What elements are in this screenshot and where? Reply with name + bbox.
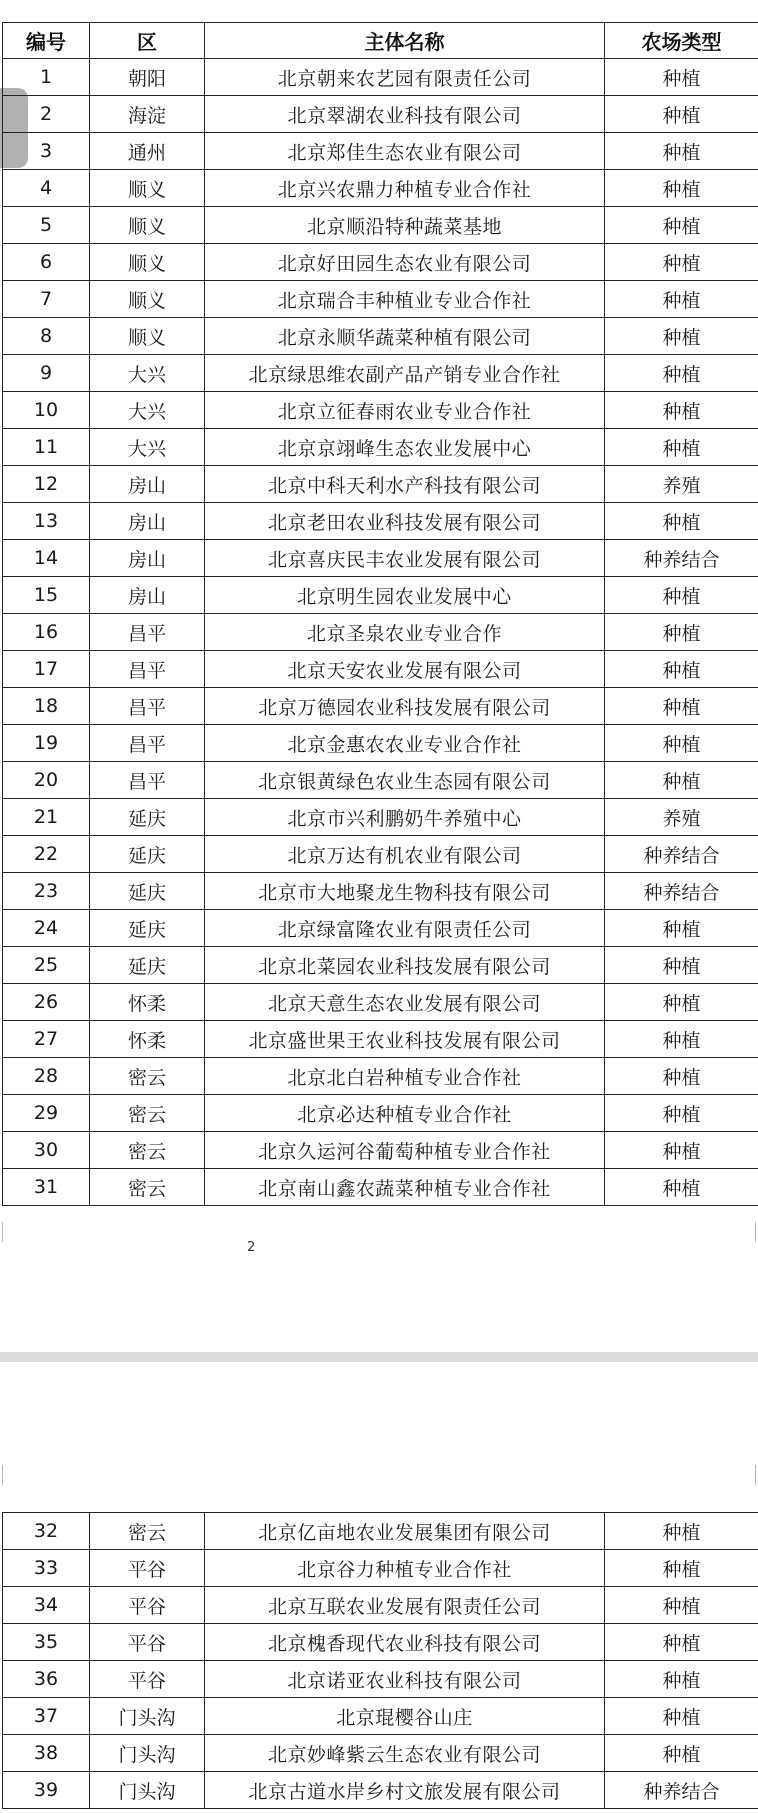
- table-row: [3, 207, 758, 244]
- farm-roster-table-page-2: [2, 1512, 758, 1809]
- page-corner-mark-left: [2, 1222, 3, 1242]
- table-row: [3, 503, 758, 540]
- row-district-cell: 平谷: [90, 1624, 205, 1661]
- row-farm-type-cell: 种植: [605, 984, 758, 1021]
- table-row: [3, 910, 758, 947]
- table-row: [3, 1513, 758, 1550]
- row-district-cell: 昌平: [90, 651, 205, 688]
- row-number-cell: 39: [3, 1772, 90, 1809]
- row-number-cell: 1: [3, 59, 90, 96]
- row-district-cell: 门头沟: [90, 1698, 205, 1735]
- row-farm-type-cell: 种植: [605, 1550, 758, 1587]
- row-number-cell: 31: [3, 1169, 90, 1206]
- row-district-cell: 昌平: [90, 762, 205, 799]
- table-row: [3, 1132, 758, 1169]
- table-row: [3, 318, 758, 355]
- table-row: [3, 1772, 758, 1809]
- row-district-cell: 大兴: [90, 355, 205, 392]
- document-page-2: [0, 1365, 758, 1813]
- row-district-cell: 昌平: [90, 688, 205, 725]
- row-entity-name-cell: 北京兴农鼎力种植专业合作社: [205, 170, 605, 207]
- row-number-cell: 28: [3, 1058, 90, 1095]
- row-entity-name-cell: 北京中科天利水产科技有限公司: [205, 466, 605, 503]
- table-row: [3, 355, 758, 392]
- row-number-cell: 24: [3, 910, 90, 947]
- table-row: [3, 133, 758, 170]
- row-farm-type-cell: 种植: [605, 392, 758, 429]
- table-row: [3, 688, 758, 725]
- row-farm-type-cell: 种植: [605, 688, 758, 725]
- row-entity-name-cell: 北京翠湖农业科技有限公司: [205, 96, 605, 133]
- row-farm-type-cell: 种养结合: [605, 1772, 758, 1809]
- row-entity-name-cell: 北京妙峰紫云生态农业有限公司: [205, 1735, 605, 1772]
- table-row: [3, 281, 758, 318]
- row-district-cell: 延庆: [90, 947, 205, 984]
- row-district-cell: 昌平: [90, 725, 205, 762]
- row-entity-name-cell: 北京好田园生态农业有限公司: [205, 244, 605, 281]
- row-farm-type-cell: 种植: [605, 170, 758, 207]
- row-number-cell: 27: [3, 1021, 90, 1058]
- row-district-cell: 门头沟: [90, 1735, 205, 1772]
- row-farm-type-cell: 种植: [605, 614, 758, 651]
- row-farm-type-cell: 种植: [605, 207, 758, 244]
- row-district-cell: 顺义: [90, 244, 205, 281]
- table-body-page-2: [3, 1513, 758, 1809]
- row-number-cell: 11: [3, 429, 90, 466]
- table-row: [3, 873, 758, 910]
- table-row: [3, 1021, 758, 1058]
- row-number-cell: 18: [3, 688, 90, 725]
- row-entity-name-cell: 北京古道水岸乡村文旅发展有限公司: [205, 1772, 605, 1809]
- table-row: [3, 836, 758, 873]
- row-number-cell: 32: [3, 1513, 90, 1550]
- row-entity-name-cell: 北京朝来农艺园有限责任公司: [205, 59, 605, 96]
- table-row: [3, 1169, 758, 1206]
- table-row: [3, 762, 758, 799]
- row-number-cell: 6: [3, 244, 90, 281]
- row-district-cell: 平谷: [90, 1550, 205, 1587]
- row-farm-type-cell: 种植: [605, 725, 758, 762]
- row-farm-type-cell: 种养结合: [605, 540, 758, 577]
- row-entity-name-cell: 北京万德园农业科技发展有限公司: [205, 688, 605, 725]
- row-district-cell: 密云: [90, 1058, 205, 1095]
- row-district-cell: 昌平: [90, 614, 205, 651]
- table-row: [3, 984, 758, 1021]
- row-entity-name-cell: 北京诺亚农业科技有限公司: [205, 1661, 605, 1698]
- row-entity-name-cell: 北京喜庆民丰农业发展有限公司: [205, 540, 605, 577]
- table-row: [3, 1624, 758, 1661]
- row-entity-name-cell: 北京北菜园农业科技发展有限公司: [205, 947, 605, 984]
- table-row: [3, 429, 758, 466]
- row-number-cell: 26: [3, 984, 90, 1021]
- table-row: [3, 651, 758, 688]
- page-corner-mark-left: [2, 1465, 3, 1485]
- table-row: [3, 244, 758, 281]
- row-number-cell: 13: [3, 503, 90, 540]
- row-number-cell: 5: [3, 207, 90, 244]
- row-farm-type-cell: 养殖: [605, 799, 758, 836]
- row-number-cell: 17: [3, 651, 90, 688]
- row-entity-name-cell: 北京明生园农业发展中心: [205, 577, 605, 614]
- row-district-cell: 平谷: [90, 1661, 205, 1698]
- row-number-cell: 2: [3, 96, 90, 133]
- row-farm-type-cell: 种植: [605, 1169, 758, 1206]
- row-district-cell: 顺义: [90, 281, 205, 318]
- row-entity-name-cell: 北京银黄绿色农业生态园有限公司: [205, 762, 605, 799]
- table-row: [3, 1661, 758, 1698]
- row-entity-name-cell: 北京北白岩种植专业合作社: [205, 1058, 605, 1095]
- row-entity-name-cell: 北京顺沿特种蔬菜基地: [205, 207, 605, 244]
- header-number: 编号: [3, 23, 90, 59]
- row-number-cell: 29: [3, 1095, 90, 1132]
- table-row: [3, 577, 758, 614]
- row-entity-name-cell: 北京万达有机农业有限公司: [205, 836, 605, 873]
- table-row: [3, 1735, 758, 1772]
- row-number-cell: 8: [3, 318, 90, 355]
- row-farm-type-cell: 种植: [605, 1095, 758, 1132]
- row-number-cell: 12: [3, 466, 90, 503]
- row-farm-type-cell: 种植: [605, 429, 758, 466]
- row-district-cell: 海淀: [90, 96, 205, 133]
- header-district: 区: [90, 23, 205, 59]
- row-district-cell: 延庆: [90, 799, 205, 836]
- row-farm-type-cell: 种植: [605, 1587, 758, 1624]
- row-entity-name-cell: 北京天意生态农业发展有限公司: [205, 984, 605, 1021]
- row-district-cell: 房山: [90, 540, 205, 577]
- row-entity-name-cell: 北京老田农业科技发展有限公司: [205, 503, 605, 540]
- row-number-cell: 14: [3, 540, 90, 577]
- row-farm-type-cell: 种植: [605, 1624, 758, 1661]
- row-number-cell: 23: [3, 873, 90, 910]
- farm-roster-table-page-1: [2, 22, 758, 1206]
- table-row: [3, 59, 758, 96]
- table-row: [3, 1058, 758, 1095]
- row-farm-type-cell: 种植: [605, 133, 758, 170]
- row-entity-name-cell: 北京久运河谷葡萄种植专业合作社: [205, 1132, 605, 1169]
- row-farm-type-cell: 种植: [605, 281, 758, 318]
- row-number-cell: 16: [3, 614, 90, 651]
- row-entity-name-cell: 北京盛世果王农业科技发展有限公司: [205, 1021, 605, 1058]
- row-entity-name-cell: 北京绿富隆农业有限责任公司: [205, 910, 605, 947]
- row-farm-type-cell: 种植: [605, 1661, 758, 1698]
- row-district-cell: 房山: [90, 466, 205, 503]
- row-district-cell: 大兴: [90, 429, 205, 466]
- row-number-cell: 33: [3, 1550, 90, 1587]
- row-entity-name-cell: 北京南山鑫农蔬菜种植专业合作社: [205, 1169, 605, 1206]
- row-number-cell: 35: [3, 1624, 90, 1661]
- row-number-cell: 15: [3, 577, 90, 614]
- page-corner-mark-right: [755, 1222, 756, 1242]
- row-number-cell: 25: [3, 947, 90, 984]
- row-number-cell: 37: [3, 1698, 90, 1735]
- row-district-cell: 大兴: [90, 392, 205, 429]
- row-district-cell: 密云: [90, 1169, 205, 1206]
- row-entity-name-cell: 北京必达种植专业合作社: [205, 1095, 605, 1132]
- table-row: [3, 170, 758, 207]
- row-farm-type-cell: 种植: [605, 947, 758, 984]
- header-farm-type: 农场类型: [605, 23, 758, 59]
- row-farm-type-cell: 种植: [605, 318, 758, 355]
- row-number-cell: 19: [3, 725, 90, 762]
- row-entity-name-cell: 北京郑佳生态农业有限公司: [205, 133, 605, 170]
- row-entity-name-cell: 北京圣泉农业专业合作: [205, 614, 605, 651]
- row-entity-name-cell: 北京槐香现代农业科技有限公司: [205, 1624, 605, 1661]
- row-number-cell: 38: [3, 1735, 90, 1772]
- row-district-cell: 延庆: [90, 910, 205, 947]
- page-separator: [0, 1352, 758, 1362]
- row-farm-type-cell: 种植: [605, 1021, 758, 1058]
- row-entity-name-cell: 北京天安农业发展有限公司: [205, 651, 605, 688]
- row-number-cell: 30: [3, 1132, 90, 1169]
- row-farm-type-cell: 种植: [605, 577, 758, 614]
- row-number-cell: 4: [3, 170, 90, 207]
- row-farm-type-cell: 种植: [605, 355, 758, 392]
- table-row: [3, 799, 758, 836]
- row-entity-name-cell: 北京琨樱谷山庄: [205, 1698, 605, 1735]
- table-row: [3, 1698, 758, 1735]
- row-farm-type-cell: 种植: [605, 503, 758, 540]
- row-farm-type-cell: 养殖: [605, 466, 758, 503]
- page-corner-mark-right: [755, 1465, 756, 1485]
- row-entity-name-cell: 北京金惠农农业专业合作社: [205, 725, 605, 762]
- table-row: [3, 540, 758, 577]
- row-farm-type-cell: 种植: [605, 244, 758, 281]
- row-number-cell: 3: [3, 133, 90, 170]
- row-farm-type-cell: 种植: [605, 651, 758, 688]
- row-district-cell: 延庆: [90, 873, 205, 910]
- table-row: [3, 392, 758, 429]
- row-entity-name-cell: 北京京翊峰生态农业发展中心: [205, 429, 605, 466]
- row-number-cell: 36: [3, 1661, 90, 1698]
- page-number: 2: [247, 1240, 256, 1255]
- row-number-cell: 10: [3, 392, 90, 429]
- table-row: [3, 466, 758, 503]
- row-district-cell: 密云: [90, 1132, 205, 1169]
- row-farm-type-cell: 种植: [605, 1513, 758, 1550]
- row-farm-type-cell: 种植: [605, 96, 758, 133]
- row-entity-name-cell: 北京绿思维农副产品产销专业合作社: [205, 355, 605, 392]
- row-district-cell: 密云: [90, 1095, 205, 1132]
- row-district-cell: 房山: [90, 577, 205, 614]
- table-row: [3, 1550, 758, 1587]
- header-entity-name: 主体名称: [205, 23, 605, 59]
- row-district-cell: 密云: [90, 1513, 205, 1550]
- table-row: [3, 947, 758, 984]
- row-farm-type-cell: 种植: [605, 1698, 758, 1735]
- row-farm-type-cell: 种植: [605, 59, 758, 96]
- row-district-cell: 平谷: [90, 1587, 205, 1624]
- row-farm-type-cell: 种养结合: [605, 836, 758, 873]
- row-number-cell: 22: [3, 836, 90, 873]
- row-entity-name-cell: 北京互联农业发展有限责任公司: [205, 1587, 605, 1624]
- row-number-cell: 34: [3, 1587, 90, 1624]
- table-row: [3, 96, 758, 133]
- row-district-cell: 怀柔: [90, 1021, 205, 1058]
- table-row: [3, 1095, 758, 1132]
- table-row: [3, 614, 758, 651]
- row-number-cell: 21: [3, 799, 90, 836]
- row-number-cell: 7: [3, 281, 90, 318]
- row-farm-type-cell: 种养结合: [605, 873, 758, 910]
- row-entity-name-cell: 北京谷力种植专业合作社: [205, 1550, 605, 1587]
- row-district-cell: 怀柔: [90, 984, 205, 1021]
- table-header-row: [3, 23, 758, 59]
- row-entity-name-cell: 北京立征春雨农业专业合作社: [205, 392, 605, 429]
- row-farm-type-cell: 种植: [605, 910, 758, 947]
- row-farm-type-cell: 种植: [605, 762, 758, 799]
- row-district-cell: 顺义: [90, 207, 205, 244]
- row-district-cell: 通州: [90, 133, 205, 170]
- table-row: [3, 1587, 758, 1624]
- row-district-cell: 朝阳: [90, 59, 205, 96]
- row-district-cell: 顺义: [90, 318, 205, 355]
- row-number-cell: 9: [3, 355, 90, 392]
- row-entity-name-cell: 北京市大地聚龙生物科技有限公司: [205, 873, 605, 910]
- row-entity-name-cell: 北京亿亩地农业发展集团有限公司: [205, 1513, 605, 1550]
- row-entity-name-cell: 北京市兴利鹏奶牛养殖中心: [205, 799, 605, 836]
- row-district-cell: 门头沟: [90, 1772, 205, 1809]
- row-entity-name-cell: 北京瑞合丰种植业专业合作社: [205, 281, 605, 318]
- row-farm-type-cell: 种植: [605, 1735, 758, 1772]
- row-farm-type-cell: 种植: [605, 1132, 758, 1169]
- row-district-cell: 房山: [90, 503, 205, 540]
- table-row: [3, 725, 758, 762]
- row-number-cell: 20: [3, 762, 90, 799]
- row-farm-type-cell: 种植: [605, 1058, 758, 1095]
- row-district-cell: 延庆: [90, 836, 205, 873]
- row-entity-name-cell: 北京永顺华蔬菜种植有限公司: [205, 318, 605, 355]
- row-district-cell: 顺义: [90, 170, 205, 207]
- table-body-page-1: [3, 59, 758, 1206]
